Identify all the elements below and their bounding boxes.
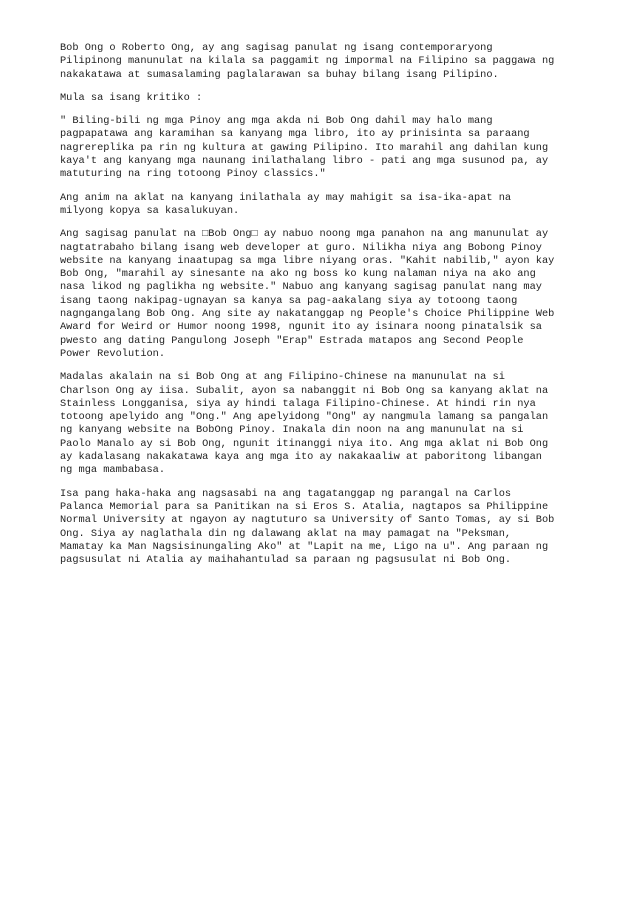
document-page [60,42,580,577]
paragraph-pen-name-origin: Ang sagisag panulat na □Bob Ong□ ay nabuo noong mga panahon na ang manunulat ay nagtatrabaho bilang isang web developer at guro. Nilikha niya ang Bobong Pinoy website na kanyang inaatupag sa mga libre niyang oras. "Kahit nabilib," ayon kay Bob Ong, "marahil ay sinesante na ako ng boss ko kung nalaman niya na ako ang nasa likod ng paglikha ng website." Nabuo ang kanyang sagisag panulat nang may isang taong nakipag-ugnayan sa kanya sa pag-aakalang siya ay totoong taong nagngangalang Bob Ong. Ang site ay nakatanggap ng People's Choice Philippine Web Award for Weird or Humor noong 1998, ngunit ito ay isinara noong pinatalsik sa pwesto ang dating Pangulong Joseph "Erap" Estrada matapos ang Second People Power Revolution. [60,228,555,360]
paragraph-atalia-speculation: Isa pang haka-haka ang nagsasabi na ang tagatanggap ng parangal na Carlos Palanca Memorial para sa Panitikan na si Eros S. Atalia, nagtapos sa Philippine Normal University at ngayon ay nagtuturo sa University of Santo Tomas, ay si Bob Ong. Siya ay naglathala din ng dalawang aklat na may pamagat na "Peksman, Mamatay ka Man Nagsisinungaling Ako" at "Lapit na me, Ligo na u". Ang paraan ng pagsusulat ni Atalia ay maihahantulad sa paraan ng pagsusulat ni Bob Ong. [60,487,555,567]
paragraph-identity-confusion: Madalas akalain na si Bob Ong at ang Filipino-Chinese na manunulat na si Charlson Ong ay iisa. Subalit, ayon sa nabanggit ni Bob Ong sa kanyang aklat na Stainless Longganisa, siya ay hindi talaga Filipino-Chinese. At hindi rin nya totoong apelyido ang "Ong." Ang apelyidong "Ong" ay nangmula lamang sa pangalan ng kanyang website na BobOng Pinoy. Inakala din noon na ang manunulat na si Paolo Manalo ay si Bob Ong, ngunit itinanggi niya ito. Ang mga aklat ni Bob Ong ay kadalasang nakakatawa kaya ang mga ito ay nakakaaliw at paboritong libangan ng mga mambabasa. [60,371,549,477]
paragraph-critic-label: Mula sa isang kritiko : [60,91,203,104]
paragraph-book-sales: Ang anim na aklat na kanyang inilathala ay may mahigit sa isa-ika-apat na milyong kopya sa kasalukuyan. [60,191,512,217]
paragraph-critic-quote: " Biling-bili ng mga Pinoy ang mga akda ni Bob Ong dahil may halo mang pagpapatawa ang karamihan sa kanyang mga libro, ito ay prinisinta sa paraang nagrereplika pa rin ng kultura at gawing Pilipino. Ito marahil ang dahilan kung kaya't ang kanyang mga naunang inilathalang libro - pati ang mga susunod pa, ay matuturing na ring totoong Pinoy classics." [60,115,549,181]
paragraph-intro: Bob Ong o Roberto Ong, ay ang sagisag panulat ng isang contemporaryong Pilipinong manunulat na kilala sa paggamit ng impormal na Filipino sa paggawa ng nakakatawa at sumasalaming paglalarawan sa buhay bilang isang Pilipino. [60,42,555,81]
